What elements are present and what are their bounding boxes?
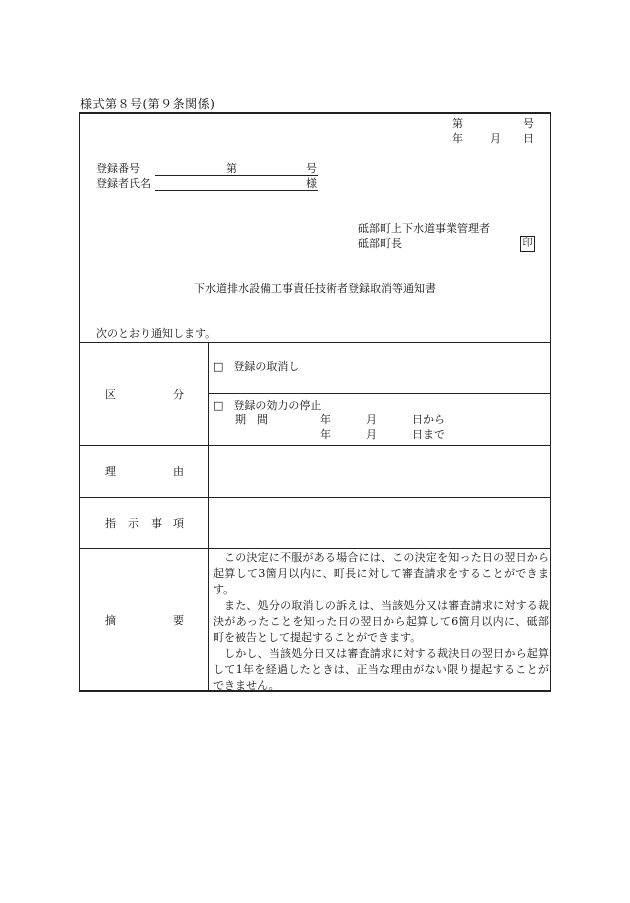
reason-row-border: [80, 497, 550, 498]
document-title: 下水道排水設備工事責任技術者登録取消等通知書: [194, 282, 436, 295]
registration-number-label: 登録番号: [96, 162, 140, 175]
date-year: 年: [452, 132, 463, 145]
checkbox-icon: □: [213, 399, 224, 412]
category-label: 区 分: [105, 388, 184, 401]
remark-paragraph: この決定に不服がある場合には、この決定を知った日の翌日から起算して3箇月以内に、町長に対して審査請求をすることができます。: [213, 551, 549, 596]
seal-box: 印: [520, 236, 535, 252]
instruction-label: 指 示 事 項: [105, 517, 184, 530]
doc-number-suffix: 号: [523, 117, 534, 130]
registration-number-suffix: 号: [306, 162, 317, 175]
checkbox-icon: □: [213, 360, 224, 373]
period-label: 期 間: [235, 413, 268, 426]
instruction-row-border: [80, 548, 550, 549]
date-day: 日: [523, 132, 534, 145]
option-cancel: □ 登録の取消し: [213, 360, 300, 373]
period-to-month: 月: [366, 428, 377, 441]
option-suspend: □ 登録の効力の停止: [213, 399, 322, 412]
remark-paragraph: また、処分の取消しの訴えは、当該処分又は審査請求に対する裁決があったことを知った日の翌日から起算して6箇月以内に、砥部町を被告として提起することができます。: [213, 599, 549, 644]
notice-form: [79, 112, 551, 692]
period-from-year: 年: [320, 413, 331, 426]
period-from-month: 月: [366, 413, 377, 426]
registration-number-prefix: 第: [226, 162, 237, 175]
intro-text: 次のとおり通知します。: [96, 327, 217, 340]
category-option-divider: [208, 393, 550, 394]
registrant-name-label: 登録者氏名: [96, 177, 151, 190]
registrant-name-suffix: 様: [306, 177, 317, 190]
table-column-divider: [208, 342, 209, 692]
remarks-label: 摘 要: [105, 614, 184, 627]
issuer-line1: 砥部町上下水道事業管理者: [358, 222, 490, 235]
reason-label: 理 由: [105, 465, 184, 478]
remark-paragraph: しかし、当該処分日又は審査請求に対する裁決日の翌日から起算して1年を経過したときは、正当な理由がない限り提起することができません。: [213, 647, 549, 692]
doc-number-prefix: 第: [452, 117, 463, 130]
category-row-border: [80, 445, 550, 446]
period-to-day: 日まで: [412, 428, 445, 441]
date-month: 月: [490, 132, 501, 145]
registrant-name-line: [155, 190, 318, 191]
period-from-day: 日から: [412, 413, 445, 426]
period-to-year: 年: [320, 428, 331, 441]
remarks-text: [213, 550, 549, 694]
table-top-border: [80, 342, 550, 343]
form-label: 様式第８号(第９条関係): [80, 97, 216, 111]
issuer-line2: 砥部町長: [358, 237, 402, 250]
